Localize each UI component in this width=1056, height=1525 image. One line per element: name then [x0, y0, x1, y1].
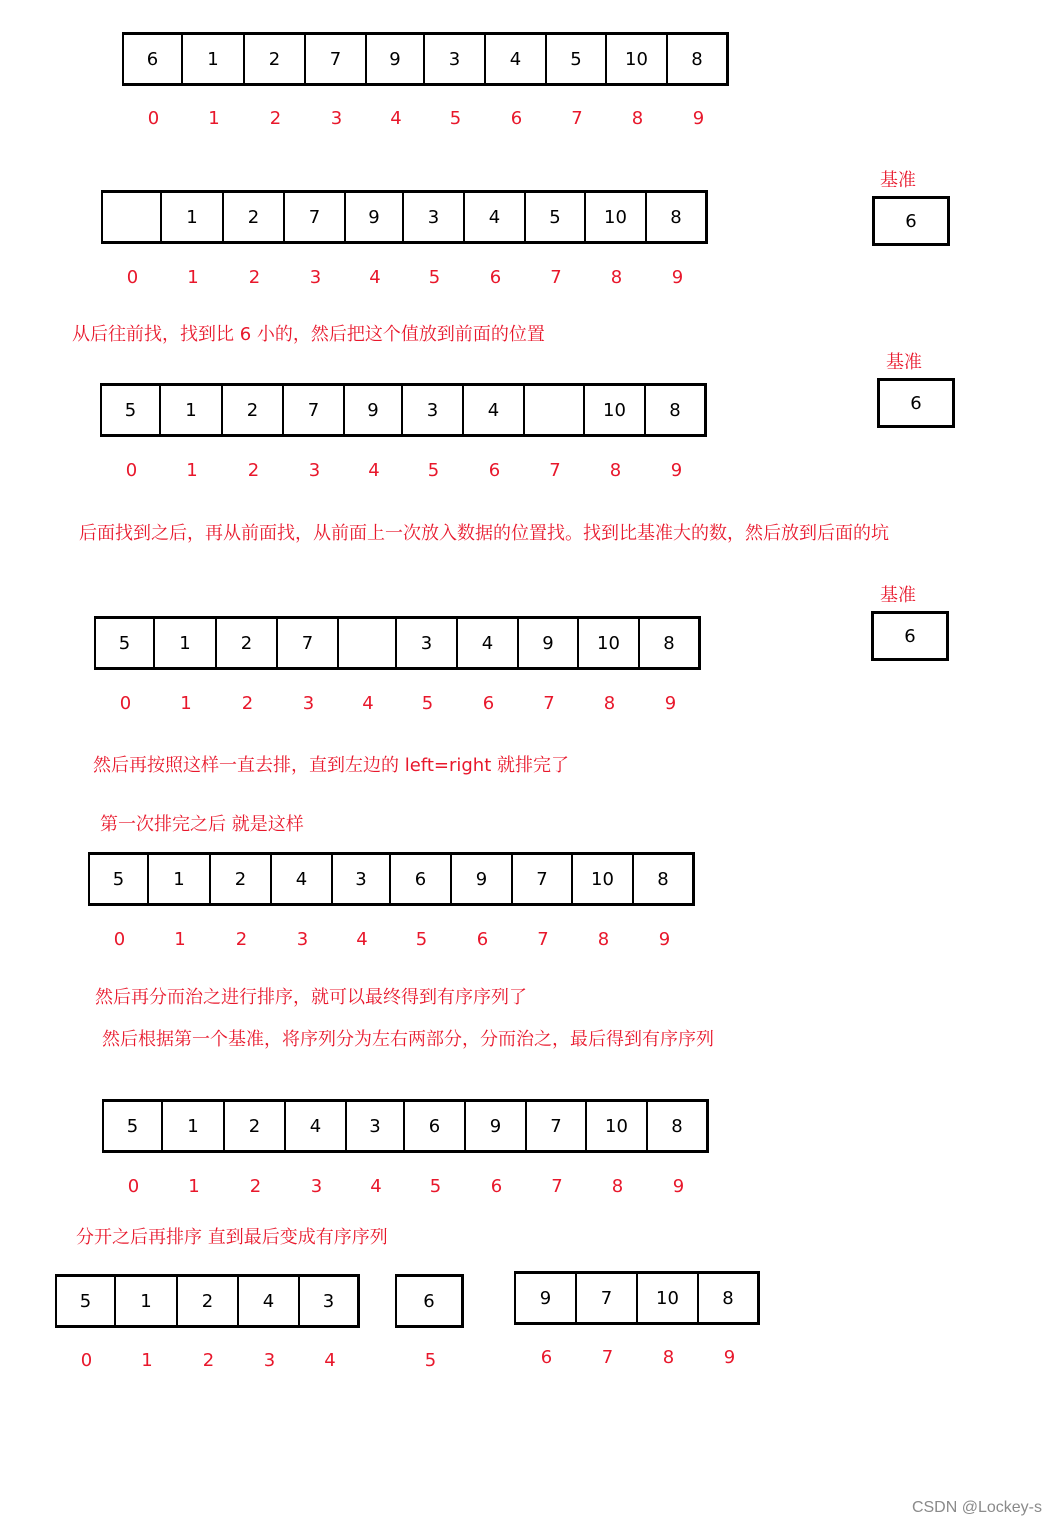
array-cell: 9	[519, 619, 579, 667]
array-cell: 9	[367, 35, 425, 83]
array-index-label: 6	[488, 460, 501, 481]
array-cell: 8	[634, 855, 695, 903]
note-step-1: 从后往前找，找到比 6 小的，然后把这个值放到前面的位置	[72, 324, 545, 345]
array-index-label: 3	[310, 1176, 323, 1197]
array-index-label: 1	[208, 108, 220, 129]
array-step-2	[100, 383, 707, 437]
array-index-label: 8	[631, 108, 644, 129]
pivot-box: 6	[871, 611, 949, 661]
pivot-label: 基准	[880, 170, 916, 191]
array-cell: 5	[57, 1277, 116, 1325]
array-index-label: 9	[664, 693, 677, 714]
array-cell: 7	[278, 619, 339, 667]
array-index-label: 3	[296, 929, 309, 950]
array-before-split	[102, 1099, 709, 1153]
array-cell: 3	[397, 619, 458, 667]
array-cell: 2	[211, 855, 272, 903]
array-cell: 9	[345, 386, 403, 434]
array-index-label: 0	[113, 929, 126, 950]
array-cell: 10	[586, 193, 647, 241]
array-cell: 6	[405, 1102, 466, 1150]
array-cell: 10	[579, 619, 640, 667]
array-cell: 7	[306, 35, 367, 83]
array-index-label: 1	[180, 693, 192, 714]
array-index-label: 2	[248, 267, 261, 288]
array-cell: 8	[648, 1102, 709, 1150]
array-index-label: 8	[610, 267, 623, 288]
array-cell: 7	[513, 855, 573, 903]
array-cell: 1	[163, 1102, 225, 1150]
array-cell: 3	[425, 35, 486, 83]
array-cell: 6	[124, 35, 183, 83]
array-cell: 2	[223, 386, 284, 434]
array-cell: 10	[638, 1274, 699, 1322]
array-cell: 3	[403, 386, 464, 434]
array-index-label: 7	[601, 1347, 614, 1368]
note-divide-conquer: 然后再分而治之进行排序，就可以最终得到有序序列了	[95, 987, 527, 1008]
array-cell: 2	[245, 35, 306, 83]
array-index-label: 2	[202, 1350, 215, 1371]
array-cell: 9	[516, 1274, 577, 1322]
array-cell: 8	[699, 1274, 760, 1322]
array-cell: 10	[585, 386, 646, 434]
array-index-label: 1	[188, 1176, 200, 1197]
array-index-label: 7	[550, 267, 562, 288]
array-index-label: 6	[540, 1347, 553, 1368]
array-index-label: 2	[241, 693, 254, 714]
array-cell: 3	[300, 1277, 360, 1325]
array-index-label: 2	[249, 1176, 262, 1197]
array-index-label: 7	[571, 108, 583, 129]
array-cell: 5	[547, 35, 607, 83]
note-first-pass: 第一次排完之后 就是这样	[100, 814, 304, 835]
array-cell: 9	[346, 193, 404, 241]
array-index-label: 4	[356, 929, 368, 950]
array-initial	[122, 32, 729, 86]
array-index-label: 7	[551, 1176, 563, 1197]
array-index-label: 3	[308, 460, 321, 481]
array-cell: 4	[239, 1277, 300, 1325]
array-index-label: 0	[127, 1176, 140, 1197]
array-index-label: 6	[489, 267, 502, 288]
note-step-2: 后面找到之后，再从前面找，从前面上一次放入数据的位置找。找到比基准大的数，然后放到后面的坑	[79, 523, 889, 544]
array-index-label: 9	[671, 267, 684, 288]
pivot-box: 6	[877, 378, 955, 428]
array-index-label: 0	[125, 460, 138, 481]
array-step-3	[94, 616, 701, 670]
array-cell: 4	[464, 386, 525, 434]
array-cell: 4	[286, 1102, 347, 1150]
array-cell: 5	[102, 386, 161, 434]
array-cell: 5	[104, 1102, 163, 1150]
array-cell: 1	[183, 35, 245, 83]
array-cell: 7	[527, 1102, 587, 1150]
array-right-part	[514, 1271, 760, 1325]
array-index-label: 3	[302, 693, 315, 714]
note-split-by-pivot: 然后根据第一个基准，将序列分为左右两部分，分而治之，最后得到有序序列	[102, 1029, 714, 1050]
array-index-label: 5	[428, 267, 441, 288]
array-index-label: 5	[424, 1350, 437, 1371]
array-index-label: 5	[429, 1176, 442, 1197]
array-index-label: 4	[369, 267, 381, 288]
array-index-label: 5	[427, 460, 440, 481]
array-cell: 1	[149, 855, 211, 903]
array-cell: 4	[465, 193, 526, 241]
array-index-label: 5	[415, 929, 428, 950]
array-index-label: 0	[147, 108, 160, 129]
array-cell: 7	[284, 386, 345, 434]
array-index-label: 1	[174, 929, 186, 950]
note-step-3: 然后再按照这样一直去排，直到左边的 left=right 就排完了	[93, 755, 569, 776]
array-cell: 9	[452, 855, 513, 903]
array-cell: 3	[347, 1102, 405, 1150]
array-index-label: 2	[247, 460, 260, 481]
array-index-label: 9	[723, 1347, 736, 1368]
array-cell: 5	[96, 619, 155, 667]
array-index-label: 1	[186, 460, 198, 481]
array-index-label: 2	[235, 929, 248, 950]
array-index-label: 9	[692, 108, 705, 129]
array-cell: 2	[178, 1277, 239, 1325]
array-index-label: 3	[330, 108, 343, 129]
array-cell: 2	[224, 193, 285, 241]
array-cell: 8	[646, 386, 707, 434]
array-index-label: 6	[510, 108, 523, 129]
array-cell	[525, 386, 585, 434]
array-index-label: 4	[390, 108, 402, 129]
array-index-label: 6	[476, 929, 489, 950]
array-index-label: 3	[263, 1350, 276, 1371]
array-cell: 8	[668, 35, 729, 83]
array-cell: 3	[404, 193, 465, 241]
array-cell: 4	[458, 619, 519, 667]
array-cell: 7	[577, 1274, 638, 1322]
array-cell: 7	[285, 193, 346, 241]
array-cell	[339, 619, 397, 667]
array-index-label: 7	[543, 693, 555, 714]
array-index-label: 6	[490, 1176, 503, 1197]
array-index-label: 5	[449, 108, 462, 129]
array-cell: 4	[272, 855, 333, 903]
array-cell: 9	[466, 1102, 527, 1150]
array-index-label: 8	[609, 460, 622, 481]
array-cell: 3	[333, 855, 391, 903]
array-step-1	[101, 190, 708, 244]
array-index-label: 6	[482, 693, 495, 714]
array-cell: 2	[225, 1102, 286, 1150]
array-cell: 1	[155, 619, 217, 667]
array-cell: 1	[161, 386, 223, 434]
array-index-label: 4	[324, 1350, 336, 1371]
array-index-label: 8	[662, 1347, 675, 1368]
array-index-label: 4	[362, 693, 374, 714]
array-index-label: 2	[269, 108, 282, 129]
pivot-box: 6	[872, 196, 950, 246]
array-index-label: 4	[368, 460, 380, 481]
array-cell: 2	[217, 619, 278, 667]
array-cell: 6	[391, 855, 452, 903]
array-index-label: 8	[603, 693, 616, 714]
array-cell: 8	[640, 619, 701, 667]
array-index-label: 4	[370, 1176, 382, 1197]
array-index-label: 8	[597, 929, 610, 950]
array-index-label: 7	[537, 929, 549, 950]
array-index-label: 1	[141, 1350, 153, 1371]
array-cell: 5	[90, 855, 149, 903]
array-left-part	[55, 1274, 360, 1328]
pivot-label: 基准	[886, 352, 922, 373]
watermark: CSDN @Lockey-s	[911, 1499, 1042, 1516]
array-cell: 10	[607, 35, 668, 83]
array-cell: 6	[397, 1277, 464, 1325]
array-index-label: 9	[658, 929, 671, 950]
array-index-label: 0	[126, 267, 139, 288]
pivot-label: 基准	[880, 585, 916, 606]
array-cell: 1	[162, 193, 224, 241]
array-index-label: 1	[187, 267, 199, 288]
array-index-label: 9	[670, 460, 683, 481]
array-cell	[103, 193, 162, 241]
array-index-label: 3	[309, 267, 322, 288]
array-index-label: 0	[119, 693, 132, 714]
array-cell: 10	[573, 855, 634, 903]
array-index-label: 5	[421, 693, 434, 714]
array-after-first-pass	[88, 852, 695, 906]
array-cell: 8	[647, 193, 708, 241]
array-cell: 4	[486, 35, 547, 83]
array-cell: 1	[116, 1277, 178, 1325]
array-index-label: 9	[672, 1176, 685, 1197]
array-index-label: 7	[549, 460, 561, 481]
array-cell: 5	[526, 193, 586, 241]
array-pivot-part	[395, 1274, 464, 1328]
note-sort-parts: 分开之后再排序 直到最后变成有序序列	[76, 1227, 388, 1248]
array-index-label: 0	[80, 1350, 93, 1371]
array-index-label: 8	[611, 1176, 624, 1197]
array-cell: 10	[587, 1102, 648, 1150]
